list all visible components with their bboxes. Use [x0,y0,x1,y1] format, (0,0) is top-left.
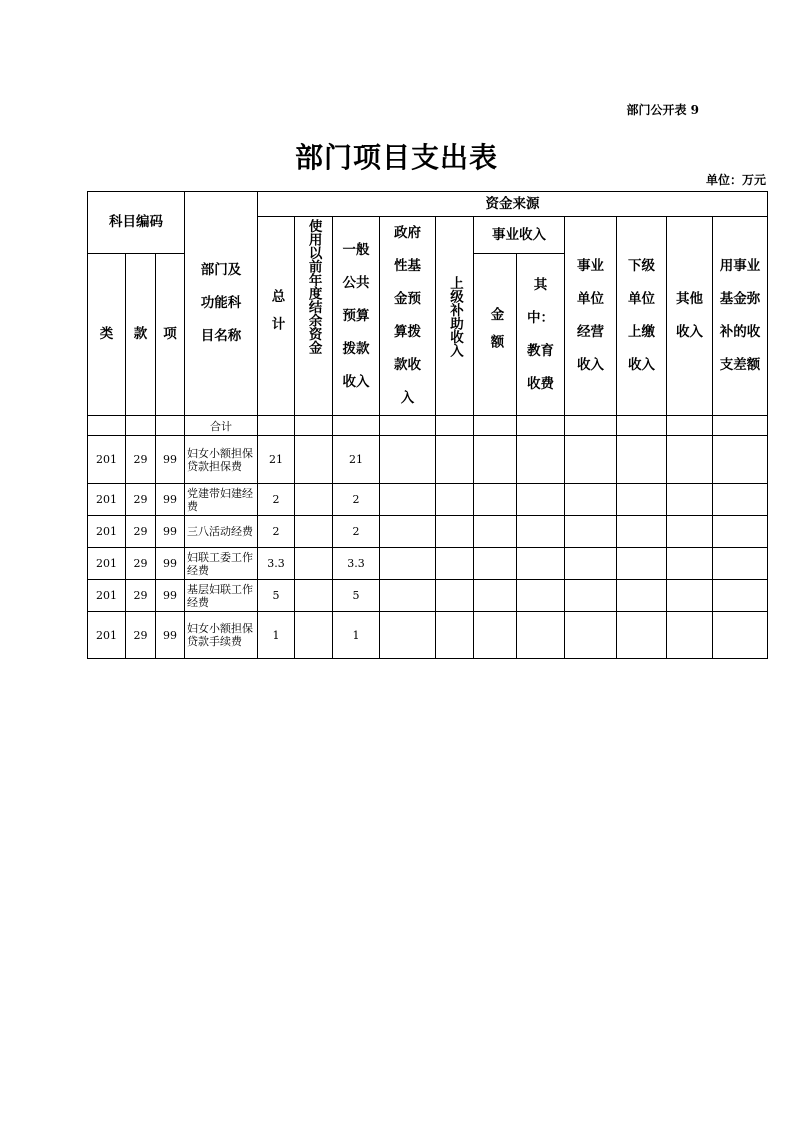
total-header-text: 总计 [268,288,285,344]
total-cell: 21 [258,436,295,484]
kuan-cell: 29 [126,484,156,516]
gov-fund-header: 政府性基金预算拨款收入 [380,217,436,416]
kuan-cell: 29 [126,612,156,659]
lei-cell: 201 [88,436,126,484]
total-cell: 1 [258,612,295,659]
total-xiang [156,416,185,436]
item-name-cell: 党建带妇建经费 [185,484,258,516]
item-name-cell: 妇女小额担保贷款手续费 [185,612,258,659]
lower-level-header: 下级单位上缴收入 [617,217,667,416]
table-row [88,516,768,548]
kuan-header: 款 [126,254,156,416]
table-row [88,580,768,612]
xiang-cell: 99 [156,516,185,548]
total-cell: 3.3 [258,548,295,580]
subject-code-header: 科目编码 [88,192,185,254]
lei-cell: 201 [88,516,126,548]
prior-year-header [295,217,333,416]
item-name-cell: 妇联工委工作经费 [185,548,258,580]
table-row [88,484,768,516]
lei-cell: 201 [88,484,126,516]
table-row [88,548,768,580]
superior-subsidy-text: 上级补助收入 [446,275,463,357]
career-unit-ops-header: 事业单位经营收入 [565,217,617,416]
general-public-cell: 21 [333,436,380,484]
project-expenditure-table [87,191,768,659]
item-name-cell: 三八活动经费 [185,516,258,548]
kuan-cell: 29 [126,436,156,484]
of-which-header: 其中：教育收费 [517,254,565,416]
general-public-cell: 2 [333,484,380,516]
general-public-cell: 1 [333,612,380,659]
xiang-cell: 99 [156,548,185,580]
kuan-cell: 29 [126,548,156,580]
xiang-header: 项 [156,254,185,416]
lei-cell: 201 [88,548,126,580]
total-cell: 2 [258,484,295,516]
total-kuan [126,416,156,436]
amount-header [474,254,517,416]
xiang-cell: 99 [156,612,185,659]
total-row [88,416,768,436]
table-row [88,436,768,484]
kuan-cell: 29 [126,580,156,612]
superior-subsidy-header [436,217,474,416]
total-cell: 5 [258,580,295,612]
dept-name-header: 部门及功能科目名称 [185,192,258,416]
amount-text: 金额 [487,307,504,363]
page-title: 部门项目支出表 [294,141,498,174]
lei-header: 类 [88,254,126,416]
career-income-header: 事业收入 [474,217,565,254]
table-row [88,612,768,659]
general-public-cell: 2 [333,516,380,548]
lei-cell: 201 [88,612,126,659]
general-public-cell: 3.3 [333,548,380,580]
fund-source-header: 资金来源 [258,192,768,217]
total-row-label: 合计 [185,416,258,436]
prior-year-text: 使用以前年度结余资金 [305,219,322,354]
xiang-cell: 99 [156,484,185,516]
total-header [258,217,295,416]
general-public-cell: 5 [333,580,380,612]
xiang-cell: 99 [156,580,185,612]
item-name-cell: 妇女小额担保贷款担保费 [185,436,258,484]
total-lei [88,416,126,436]
item-name-cell: 基层妇联工作经费 [185,580,258,612]
xiang-cell: 99 [156,436,185,484]
total-cell: 2 [258,516,295,548]
fund-make-up-header: 用事业基金弥补的收支差额 [713,217,768,416]
lei-cell: 201 [88,580,126,612]
other-income-header: 其他收入 [667,217,713,416]
general-public-header: 一般公共预算拨款收入 [333,217,380,416]
kuan-cell: 29 [126,516,156,548]
unit-label: 单位：万元 [705,173,766,187]
document-number: 部门公开表 9 [626,103,699,117]
